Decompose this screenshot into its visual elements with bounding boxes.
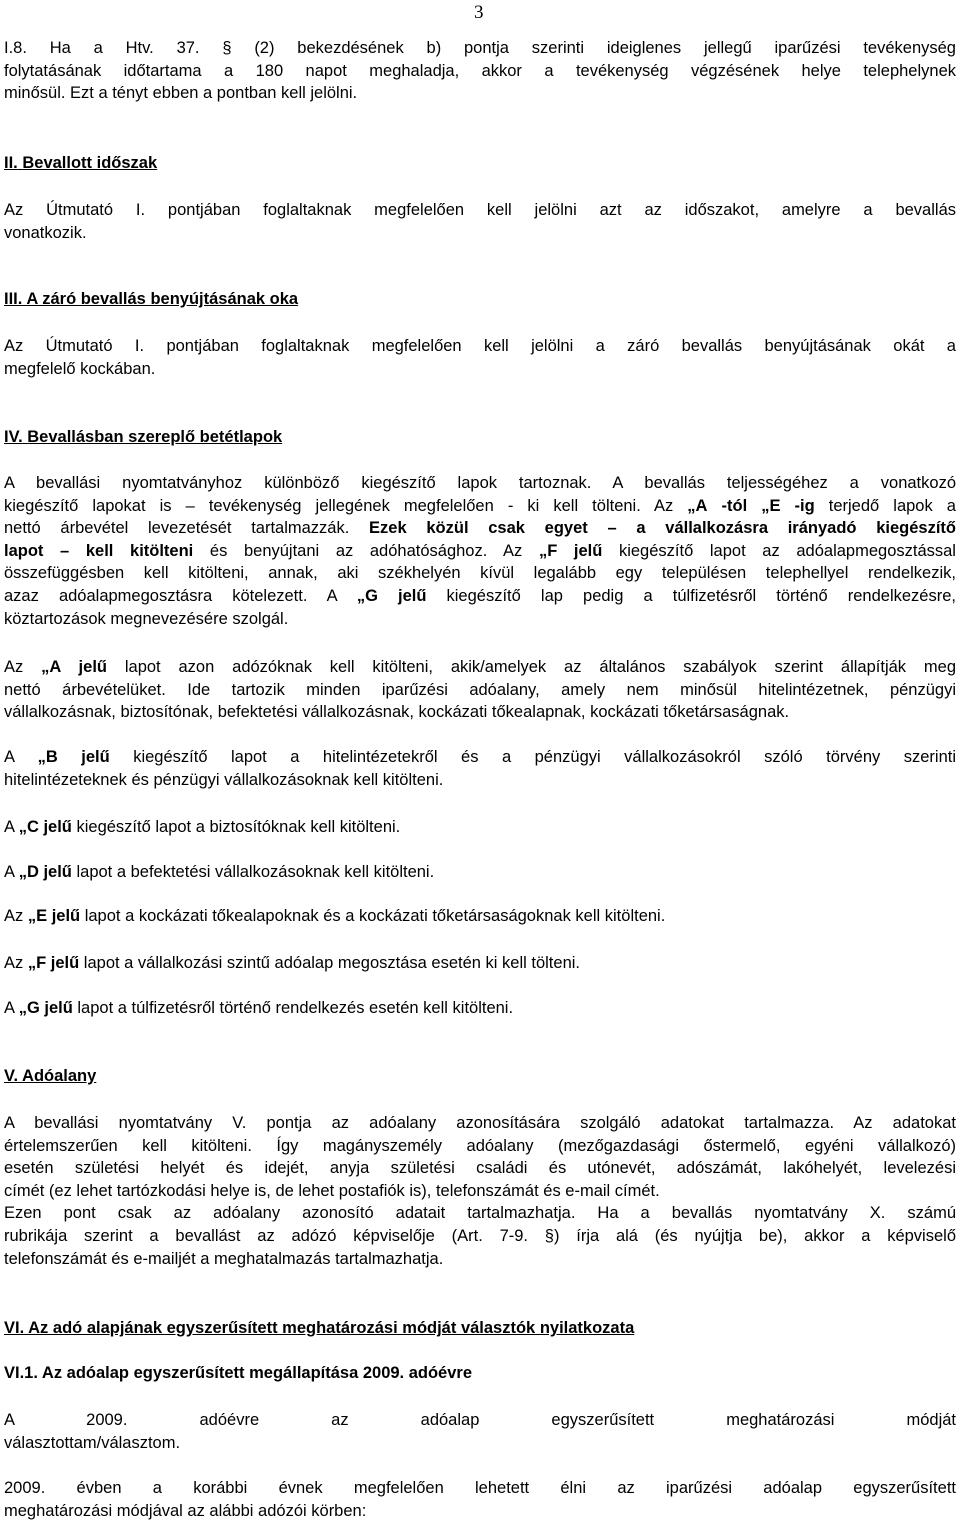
text-line: A „B jelű kiegészítő lapot a hitelintézetekről és a pénzügyi vállalkozásokról szóló törvény szerinti xyxy=(4,748,956,766)
section-heading-ii: II. Bevallott időszak xyxy=(4,154,158,172)
paragraph-f-sheet xyxy=(4,952,956,975)
text-line: Ezen pont csak az adóalany azonosító adatait tartalmazhatja. Ha a bevallás nyomtatvány X. számú xyxy=(4,1204,956,1223)
text-line: értelemszerűen kell kitölteni. Így magányszemély adóalany (mezőgazdasági őstermelő, egyéni vállalkozó) xyxy=(4,1136,956,1155)
text-line: Az „A jelű lapot azon adózóknak kell kitölteni, akik/amelyek az általános szabályok szerint állapítják meg xyxy=(4,658,957,676)
text-line: minősül. Ezt a tényt ebben a pontban kell jelölni. xyxy=(4,84,358,103)
text-line: A bevallási nyomtatvány V. pontja az adóalany azonosítására szolgáló adatokat tartalmazza. Az adatokat xyxy=(4,1114,956,1132)
paragraph-d-sheet xyxy=(4,861,956,884)
text-line: nettó árbevételüket. Ide tartozik minden iparűzési adóalany, amely nem minősül hitelintézetnek, pénzügyi xyxy=(4,680,956,699)
text-line: Az Útmutató I. pontjában foglaltaknak megfelelően kell jelölni a záró bevallás benyújtásának okát a xyxy=(4,337,956,355)
section-heading-iv: IV. Bevallásban szereplő betétlapok xyxy=(4,428,283,446)
section-ii-text xyxy=(4,199,956,244)
text-line: rubrikája szerint a bevallást az adózó képviselője (Art. 7-9. §) írja alá (és nyújtja be), akkor a képviselő xyxy=(4,1226,956,1245)
text-line: megfelelő kockában. xyxy=(4,359,156,378)
text-line: lapot – kell kitölteni és benyújtani az adóhatósághoz. Az „F jelű kiegészítő lapot az adóalapmegosztással xyxy=(4,541,956,560)
text-line: A „G jelű lapot a túlfizetésről történő rendelkezés esetén kell kitölteni. xyxy=(4,999,514,1017)
paragraph-g-sheet xyxy=(4,997,956,1020)
text-line: Az Útmutató I. pontjában foglaltaknak megfelelően kell jelölni azt az időszakot, amelyre a bevallás xyxy=(4,201,956,219)
paragraph-e-sheet xyxy=(4,905,956,928)
text-line: kiegészítő lapokat is – tevékenység jellegének megfelelően - ki kell tölteni. Az „A -tól „E -ig terjedő lapok a xyxy=(4,496,956,515)
text-line: azaz adóalapmegosztásra kötelezett. A „G jelű kiegészítő lap pedig a túlfizetésről történő rendelkezésre, xyxy=(4,586,956,605)
paragraph-b-sheet xyxy=(4,746,956,791)
page-number: 3 xyxy=(474,2,484,23)
text-line: összefüggésben kell kitölteni, annak, aki székhelyén kívül legalább egy településen telephellyel rendelkezik, xyxy=(4,564,956,583)
text-line: választottam/választom. xyxy=(4,1433,181,1452)
text-line: meghatározási módjával az alábbi adózói körben: xyxy=(4,1501,367,1520)
text-line: esetén születési helyét és idejét, anyja születési családi és utónevét, adószámát, lakóhelyét, levelezési xyxy=(4,1159,956,1178)
section-iii-text xyxy=(4,335,956,380)
text-line: címét (ez lehet tartózkodási helye is, de lehet postafiók is), telefonszámát és e-mail címét. xyxy=(4,1181,660,1200)
text-line: folytatásának időtartama a 180 napot meghaladja, akkor a tevékenység végzésének helye telephelynek xyxy=(4,61,956,80)
text-line: hitelintézeteknek és pénzügyi vállalkozásoknak kell kitölteni. xyxy=(4,770,444,789)
section-heading-v: V. Adóalany xyxy=(4,1067,97,1085)
text-line: Az „E jelű lapot a kockázati tőkealapoknak és a kockázati tőketársaságoknak kell kitölteni. xyxy=(4,907,666,925)
text-line: I.8. Ha a Htv. 37. § (2) bekezdésének b) pontja szerinti ideiglenes jellegű iparűzési tevékenység xyxy=(4,39,956,57)
text-line: A „C jelű kiegészítő lapot a biztosítóknak kell kitölteni. xyxy=(4,818,401,836)
paragraph-c-sheet xyxy=(4,816,956,839)
text-line: Az „F jelű lapot a vállalkozási szintű adóalap megosztása esetén ki kell tölteni. xyxy=(4,954,580,972)
section-v-text xyxy=(4,1112,956,1270)
section-heading-iii: III. A záró bevallás benyújtásának oka xyxy=(4,290,299,308)
section-iv-intro xyxy=(4,472,956,630)
text-line: 2009. évben a korábbi évnek megfelelően lehetett élni az iparűzési adóalap egyszerűsített xyxy=(4,1479,956,1497)
text-line: A bevallási nyomtatványhoz különböző kiegészítő lapok tartoznak. A bevallás teljességéhez a vonatkozó xyxy=(4,474,956,492)
text-line: köztartozások megnevezésére szolgál. xyxy=(4,609,289,628)
text-line: telefonszámát és e-mailjét a meghatalmazás tartalmazhatja. xyxy=(4,1249,444,1268)
section-vi1-text xyxy=(4,1409,956,1454)
section-vi1-text-2 xyxy=(4,1477,956,1522)
paragraph-a-sheet xyxy=(4,656,956,724)
text-line: vállalkozásnak, biztosítónak, befektetési vállalkozásnak, kockázati tőkealapnak, kockázati tőketársaságnak. xyxy=(4,703,790,722)
text-line: vonatkozik. xyxy=(4,223,87,242)
subsection-heading-vi1: VI.1. Az adóalap egyszerűsített megállapítása 2009. adóévre xyxy=(4,1364,473,1382)
section-i8-text xyxy=(4,37,956,105)
section-heading-vi: VI. Az adó alapjának egyszerűsített meghatározási módját választók nyilatkozata xyxy=(4,1319,635,1337)
text-line: nettó árbevétel levezetését tartalmazzák. Ezek közül csak egyet – a vállalkozásra irányadó kiegészítő xyxy=(4,519,956,538)
text-line: A „D jelű lapot a befektetési vállalkozásoknak kell kitölteni. xyxy=(4,863,435,881)
text-line: A 2009. adóévre az adóalap egyszerűsített meghatározási módját xyxy=(4,1411,956,1429)
